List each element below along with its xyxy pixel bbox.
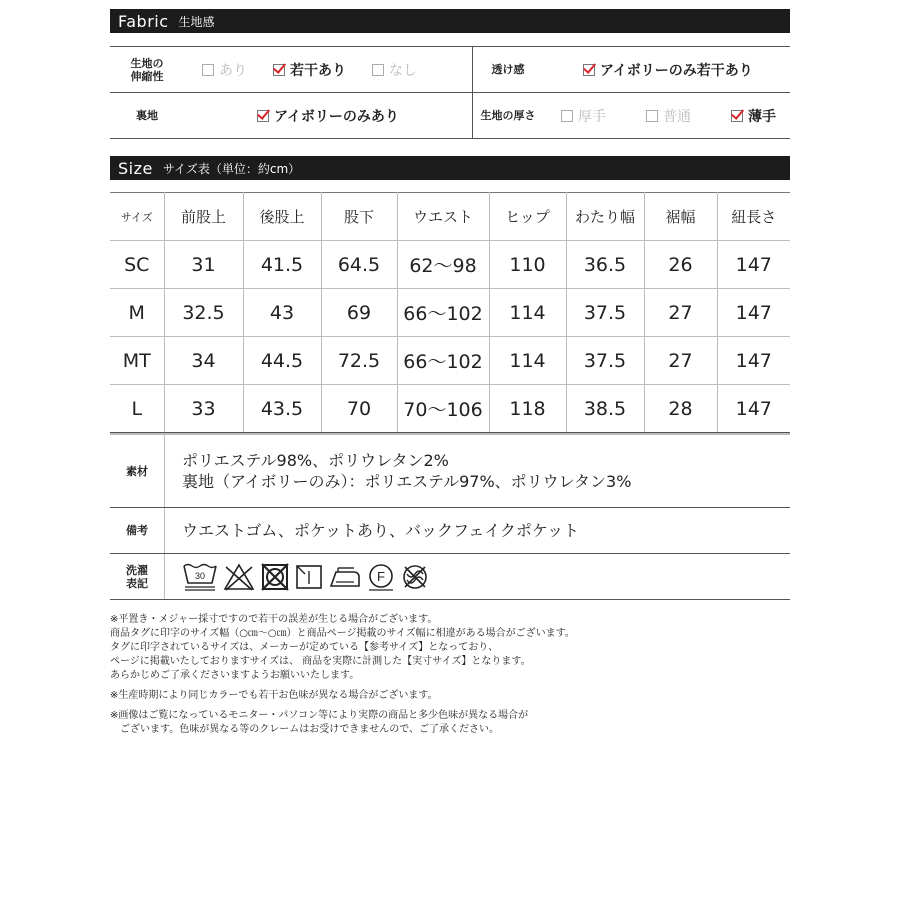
thickness-option-normal: 普通 xyxy=(646,106,691,126)
table-cell: 64.5 xyxy=(321,241,397,289)
note-line: あらかじめご了承くださいますようお願いいたします。 xyxy=(110,670,360,681)
table-row xyxy=(110,385,790,433)
svg-text:30: 30 xyxy=(194,570,206,581)
note-line: 商品タグに印字のサイズ幅（○㎝〜○㎝）と商品ページ掲載のサイズ幅に相違がある場合がございます。 xyxy=(110,628,575,639)
table-cell: 114 xyxy=(489,337,566,385)
table-cell: M xyxy=(110,289,164,337)
iron-low-icon xyxy=(328,562,362,592)
checkbox-icon xyxy=(646,110,658,122)
table-cell: 72.5 xyxy=(321,337,397,385)
table-cell: 147 xyxy=(717,337,790,385)
no-bleach-icon xyxy=(222,562,256,592)
thickness-options xyxy=(543,93,776,138)
note-line: ※平置き・メジャー採寸ですので若干の誤差が生じる場合がございます。 xyxy=(110,614,438,625)
column-header: 裾幅 xyxy=(644,193,717,241)
care-icons xyxy=(165,554,430,599)
checkbox-checked-icon xyxy=(731,110,743,122)
wash-30-gentle-icon xyxy=(182,561,218,593)
table-cell: 147 xyxy=(717,289,790,337)
table-cell: SC xyxy=(110,241,164,289)
table-cell: 41.5 xyxy=(243,241,321,289)
lining-option: アイボリーのみあり xyxy=(257,106,399,126)
table-cell: 27 xyxy=(644,289,717,337)
dry-clean-f-icon xyxy=(366,562,396,592)
lining-label: 裏地 xyxy=(136,109,158,122)
table-cell: 32.5 xyxy=(164,289,243,337)
table-cell: 66〜102 xyxy=(397,337,489,385)
transparency-option: アイボリーのみ若干あり xyxy=(583,60,753,80)
stretch-option-jakkan: 若干あり xyxy=(273,60,346,80)
table-cell: 37.5 xyxy=(566,289,644,337)
fabric-row-2 xyxy=(110,93,790,139)
stretch-option-ari: あり xyxy=(202,60,247,80)
table-cell: MT xyxy=(110,337,164,385)
table-cell: 110 xyxy=(489,241,566,289)
thickness-option-thick: 厚手 xyxy=(561,106,606,126)
table-cell: 147 xyxy=(717,385,790,433)
table-row xyxy=(110,337,790,385)
table-cell: 43.5 xyxy=(243,385,321,433)
table-cell: 44.5 xyxy=(243,337,321,385)
column-header: わたり幅 xyxy=(566,193,644,241)
checkbox-checked-icon xyxy=(257,110,269,122)
fabric-row-1 xyxy=(110,47,790,93)
no-tumble-dry-icon xyxy=(260,562,290,592)
remarks-label: 備考 xyxy=(110,508,165,553)
remarks-row xyxy=(110,508,790,554)
notes xyxy=(110,613,790,737)
table-row xyxy=(110,289,790,337)
checkbox-icon xyxy=(561,110,573,122)
table-cell: 66〜102 xyxy=(397,289,489,337)
table-cell: 36.5 xyxy=(566,241,644,289)
table-cell: 33 xyxy=(164,385,243,433)
table-cell: 34 xyxy=(164,337,243,385)
table-cell: 114 xyxy=(489,289,566,337)
fabric-title-jp: 生地感 xyxy=(178,14,215,29)
note-line: ページに掲載いたしておりますサイズは、 商品を実際に計測した【実寸サイズ】となります。 xyxy=(110,656,531,667)
stretch-label: 生地の 伸縮性 xyxy=(130,56,164,83)
no-wring-icon xyxy=(400,562,430,592)
size-header xyxy=(110,156,790,180)
fabric-title-en: Fabric xyxy=(118,11,169,31)
table-cell: 27 xyxy=(644,337,717,385)
checkbox-checked-icon xyxy=(583,64,595,76)
transparency-label: 透け感 xyxy=(472,47,543,92)
fabric-table xyxy=(110,46,790,139)
column-header: 股下 xyxy=(321,193,397,241)
material-value xyxy=(165,435,631,507)
size-title-en: Size xyxy=(118,158,153,178)
table-cell: 69 xyxy=(321,289,397,337)
material-label: 素材 xyxy=(110,435,165,507)
table-cell: 118 xyxy=(489,385,566,433)
column-header: 紐長さ xyxy=(717,193,790,241)
table-cell: 28 xyxy=(644,385,717,433)
table-cell: L xyxy=(110,385,164,433)
table-row xyxy=(110,241,790,289)
remarks-value: ウエストゴム、ポケットあり、バックフェイクポケット xyxy=(182,521,580,540)
info-table xyxy=(110,433,790,600)
material-row xyxy=(110,435,790,508)
care-row xyxy=(110,554,790,600)
table-cell: 37.5 xyxy=(566,337,644,385)
table-cell: 38.5 xyxy=(566,385,644,433)
stretch-options xyxy=(184,47,472,92)
size-table-header-row xyxy=(110,193,790,241)
note-line: タグに印字されているサイズは、メーカーが定めている【参考サイズ】となっており、 xyxy=(110,642,499,653)
table-cell: 147 xyxy=(717,241,790,289)
column-header: 前股上 xyxy=(164,193,243,241)
lining-options xyxy=(184,93,472,138)
note-line: ※生産時期により同じカラーでも若干お色味が異なる場合がございます。 xyxy=(110,690,438,701)
note-line: ※画像はご覧になっているモニター・パソコン等により実際の商品と多少色味が異なる場合が xyxy=(110,710,529,721)
column-header: サイズ xyxy=(110,193,164,241)
svg-text:F: F xyxy=(377,568,385,584)
checkbox-checked-icon xyxy=(273,64,285,76)
care-label: 洗濯 表記 xyxy=(110,554,165,599)
table-cell: 43 xyxy=(243,289,321,337)
size-table xyxy=(110,192,790,433)
material-line-1: ポリエステル98%、ポリウレタン2% xyxy=(182,451,449,470)
fabric-header xyxy=(110,9,790,33)
thickness-option-thin: 薄手 xyxy=(731,106,776,126)
table-cell: 62〜98 xyxy=(397,241,489,289)
checkbox-icon xyxy=(372,64,384,76)
spec-sheet xyxy=(110,9,790,737)
size-title-jp: サイズ表（単位：約cm） xyxy=(162,161,301,176)
transparency-options xyxy=(543,47,753,92)
table-cell: 70〜106 xyxy=(397,385,489,433)
checkbox-icon xyxy=(202,64,214,76)
note-line: ございます。色味が異なる等のクレームはお受けできませんので、ご了承ください。 xyxy=(110,724,499,735)
column-header: ヒップ xyxy=(489,193,566,241)
table-cell: 26 xyxy=(644,241,717,289)
material-line-2: 裏地（アイボリーのみ）：ポリエステル97%、ポリウレタン3% xyxy=(182,472,632,491)
stretch-option-nashi: なし xyxy=(372,60,417,80)
line-dry-shade-icon xyxy=(294,562,324,592)
thickness-label: 生地の厚さ xyxy=(472,93,543,138)
column-header: ウエスト xyxy=(397,193,489,241)
column-header: 後股上 xyxy=(243,193,321,241)
table-cell: 31 xyxy=(164,241,243,289)
table-cell: 70 xyxy=(321,385,397,433)
